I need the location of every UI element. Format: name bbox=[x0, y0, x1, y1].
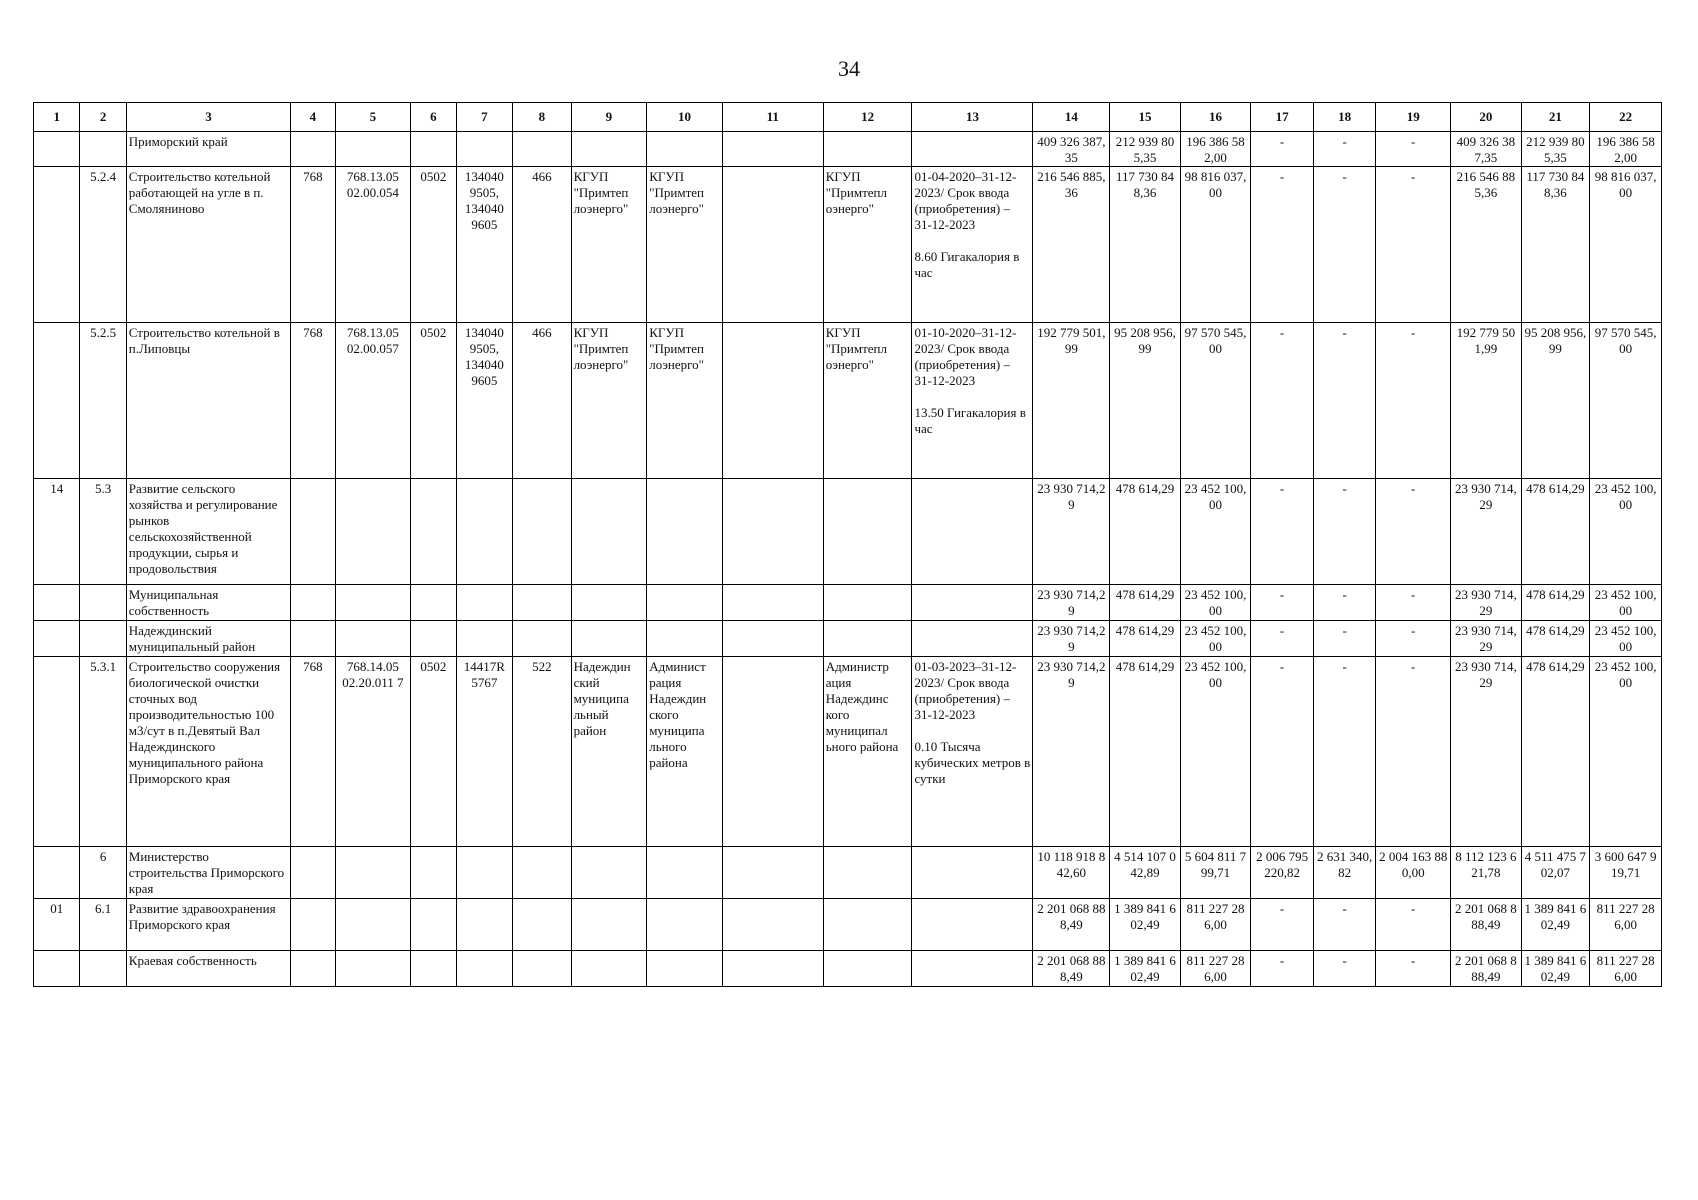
table-cell-col-18: - bbox=[1313, 951, 1376, 987]
table-cell-col-7 bbox=[456, 847, 512, 899]
table-cell-col-21: 95 208 956,99 bbox=[1521, 323, 1590, 479]
table-row bbox=[34, 585, 1662, 621]
table-cell-col-21: 478 614,29 bbox=[1521, 585, 1590, 621]
table-cell-col-13: 01-10-2020–31-12-2023/ Срок ввода (приобретения) – 31-12-2023 13.50 Гигакалория в час bbox=[912, 323, 1033, 479]
table-cell-col-22: 811 227 286,00 bbox=[1590, 899, 1662, 951]
table-cell-col-3: Строительство сооружения биологической очистки сточных вод производительностью 100 м3/сут в п.Девятый Вал Надеждинского муниципального района Приморского края bbox=[126, 657, 290, 847]
table-cell-col-9 bbox=[571, 585, 647, 621]
table-cell-col-3: Министерство строительства Приморского края bbox=[126, 847, 290, 899]
table-cell-col-11 bbox=[722, 847, 823, 899]
table-cell-col-15: 1 389 841 602,49 bbox=[1110, 951, 1181, 987]
table-cell-col-15: 4 514 107 042,89 bbox=[1110, 847, 1181, 899]
table-cell-col-20: 23 930 714,29 bbox=[1451, 585, 1522, 621]
table-cell-col-19: 2 004 163 880,00 bbox=[1376, 847, 1451, 899]
table-cell-col-22: 23 452 100,00 bbox=[1590, 657, 1662, 847]
table-row bbox=[34, 132, 1662, 167]
table-row bbox=[34, 621, 1662, 657]
table-cell-col-6 bbox=[411, 132, 456, 167]
table-cell-col-15: 478 614,29 bbox=[1110, 585, 1181, 621]
header-row bbox=[34, 103, 1662, 132]
table-cell-col-8: 522 bbox=[513, 657, 572, 847]
table-cell-col-19: - bbox=[1376, 479, 1451, 585]
table-cell-col-19: - bbox=[1376, 323, 1451, 479]
table-cell-col-7 bbox=[456, 132, 512, 167]
table-cell-col-5 bbox=[335, 585, 411, 621]
table-cell-col-9 bbox=[571, 132, 647, 167]
table-cell-col-5: 768.13.05 02.00.057 bbox=[335, 323, 411, 479]
table-cell-col-8 bbox=[513, 479, 572, 585]
table-cell-col-11 bbox=[722, 132, 823, 167]
table-cell-col-10 bbox=[647, 585, 723, 621]
table-cell-col-6 bbox=[411, 585, 456, 621]
table-cell-col-22: 97 570 545,00 bbox=[1590, 323, 1662, 479]
table-cell-col-15: 478 614,29 bbox=[1110, 479, 1181, 585]
table-cell-col-1 bbox=[34, 657, 80, 847]
table-cell-col-15: 478 614,29 bbox=[1110, 621, 1181, 657]
table-cell-col-19: - bbox=[1376, 167, 1451, 323]
table-cell-col-16: 23 452 100,00 bbox=[1180, 657, 1251, 847]
table-cell-col-8 bbox=[513, 951, 572, 987]
table-cell-col-11 bbox=[722, 951, 823, 987]
table-cell-col-22: 3 600 647 919,71 bbox=[1590, 847, 1662, 899]
table-cell-col-18: - bbox=[1313, 479, 1376, 585]
table-cell-col-5: 768.13.05 02.00.054 bbox=[335, 167, 411, 323]
table-cell-col-12 bbox=[823, 585, 912, 621]
table-cell-col-12 bbox=[823, 621, 912, 657]
table-cell-col-18: - bbox=[1313, 657, 1376, 847]
table-cell-col-15: 117 730 848,36 bbox=[1110, 167, 1181, 323]
table-cell-col-12: КГУП "Примтепл оэнерго" bbox=[823, 323, 912, 479]
table-cell-col-21: 117 730 848,36 bbox=[1521, 167, 1590, 323]
table-row bbox=[34, 951, 1662, 987]
column-header: 17 bbox=[1251, 103, 1314, 132]
table-cell-col-9: Надеждин ский муниципа льный район bbox=[571, 657, 647, 847]
table-cell-col-21: 478 614,29 bbox=[1521, 479, 1590, 585]
table-cell-col-8 bbox=[513, 132, 572, 167]
table-cell-col-16: 5 604 811 799,71 bbox=[1180, 847, 1251, 899]
column-header: 16 bbox=[1180, 103, 1251, 132]
table-cell-col-9 bbox=[571, 951, 647, 987]
table-cell-col-1: 14 bbox=[34, 479, 80, 585]
table-cell-col-17: - bbox=[1251, 323, 1314, 479]
table-cell-col-1 bbox=[34, 132, 80, 167]
table-cell-col-22: 23 452 100,00 bbox=[1590, 585, 1662, 621]
table-cell-col-9 bbox=[571, 899, 647, 951]
table-cell-col-10 bbox=[647, 951, 723, 987]
table-cell-col-17: - bbox=[1251, 899, 1314, 951]
table-cell-col-1 bbox=[34, 951, 80, 987]
table-cell-col-4 bbox=[291, 132, 335, 167]
table-cell-col-20: 192 779 501,99 bbox=[1451, 323, 1522, 479]
table-cell-col-6 bbox=[411, 621, 456, 657]
table-cell-col-12: КГУП "Примтепл оэнерго" bbox=[823, 167, 912, 323]
table-cell-col-8 bbox=[513, 847, 572, 899]
table-cell-col-4 bbox=[291, 899, 335, 951]
table-cell-col-3: Надеждинский муниципальный район bbox=[126, 621, 290, 657]
table-cell-col-10 bbox=[647, 132, 723, 167]
table-cell-col-4: 768 bbox=[291, 167, 335, 323]
table-cell-col-14: 409 326 387,35 bbox=[1033, 132, 1110, 167]
table-cell-col-20: 23 930 714,29 bbox=[1451, 657, 1522, 847]
table-cell-col-13 bbox=[912, 847, 1033, 899]
table-row bbox=[34, 847, 1662, 899]
table-cell-col-16: 196 386 582,00 bbox=[1180, 132, 1251, 167]
table-cell-col-16: 98 816 037,00 bbox=[1180, 167, 1251, 323]
table-cell-col-11 bbox=[722, 323, 823, 479]
table-cell-col-1 bbox=[34, 585, 80, 621]
table-cell-col-21: 1 389 841 602,49 bbox=[1521, 951, 1590, 987]
table-row bbox=[34, 479, 1662, 585]
table-cell-col-7: 134040 9505, 134040 9605 bbox=[456, 323, 512, 479]
table-body bbox=[34, 132, 1662, 987]
table-cell-col-13: 01-03-2023–31-12-2023/ Срок ввода (приобретения) – 31-12-2023 0.10 Тысяча кубических метров в сутки bbox=[912, 657, 1033, 847]
table-cell-col-12 bbox=[823, 847, 912, 899]
table-cell-col-17: - bbox=[1251, 479, 1314, 585]
table-cell-col-18: - bbox=[1313, 323, 1376, 479]
table-row bbox=[34, 323, 1662, 479]
table-cell-col-5 bbox=[335, 621, 411, 657]
column-header: 7 bbox=[456, 103, 512, 132]
table-cell-col-10: Админист рация Надеждин ского муниципа льного района bbox=[647, 657, 723, 847]
table-cell-col-5 bbox=[335, 847, 411, 899]
column-header: 9 bbox=[571, 103, 647, 132]
table-cell-col-21: 478 614,29 bbox=[1521, 621, 1590, 657]
table-cell-col-15: 212 939 805,35 bbox=[1110, 132, 1181, 167]
table-cell-col-7 bbox=[456, 951, 512, 987]
table-cell-col-6 bbox=[411, 479, 456, 585]
table-cell-col-19: - bbox=[1376, 621, 1451, 657]
table-cell-col-2: 6 bbox=[80, 847, 126, 899]
column-header: 5 bbox=[335, 103, 411, 132]
table-cell-col-13 bbox=[912, 132, 1033, 167]
table-cell-col-18: - bbox=[1313, 585, 1376, 621]
table-cell-col-2: 5.2.5 bbox=[80, 323, 126, 479]
table-cell-col-20: 409 326 387,35 bbox=[1451, 132, 1522, 167]
table-cell-col-6 bbox=[411, 899, 456, 951]
table-cell-col-18: 2 631 340,82 bbox=[1313, 847, 1376, 899]
table-cell-col-8 bbox=[513, 585, 572, 621]
table-cell-col-6 bbox=[411, 847, 456, 899]
table-cell-col-12 bbox=[823, 132, 912, 167]
column-header: 20 bbox=[1451, 103, 1522, 132]
column-header: 11 bbox=[722, 103, 823, 132]
table-cell-col-4 bbox=[291, 951, 335, 987]
table-cell-col-21: 1 389 841 602,49 bbox=[1521, 899, 1590, 951]
table-cell-col-4 bbox=[291, 479, 335, 585]
table-cell-col-10: КГУП "Примтеп лоэнерго" bbox=[647, 323, 723, 479]
table-cell-col-7: 134040 9505, 134040 9605 bbox=[456, 167, 512, 323]
table-cell-col-4 bbox=[291, 847, 335, 899]
table-cell-col-18: - bbox=[1313, 621, 1376, 657]
table-cell-col-16: 23 452 100,00 bbox=[1180, 621, 1251, 657]
table-cell-col-13 bbox=[912, 951, 1033, 987]
investment-table bbox=[33, 102, 1662, 987]
table-cell-col-8: 466 bbox=[513, 167, 572, 323]
table-cell-col-11 bbox=[722, 585, 823, 621]
table-cell-col-17: 2 006 795 220,82 bbox=[1251, 847, 1314, 899]
table-cell-col-3: Приморский край bbox=[126, 132, 290, 167]
table-cell-col-11 bbox=[722, 899, 823, 951]
table-cell-col-4 bbox=[291, 621, 335, 657]
table-cell-col-16: 23 452 100,00 bbox=[1180, 585, 1251, 621]
table-cell-col-11 bbox=[722, 657, 823, 847]
column-header: 14 bbox=[1033, 103, 1110, 132]
table-cell-col-2 bbox=[80, 585, 126, 621]
table-cell-col-17: - bbox=[1251, 585, 1314, 621]
table-cell-col-14: 2 201 068 888,49 bbox=[1033, 899, 1110, 951]
table-cell-col-21: 4 511 475 702,07 bbox=[1521, 847, 1590, 899]
table-cell-col-15: 95 208 956,99 bbox=[1110, 323, 1181, 479]
table-cell-col-6 bbox=[411, 951, 456, 987]
table-cell-col-4 bbox=[291, 585, 335, 621]
table-cell-col-9: КГУП "Примтеп лоэнерго" bbox=[571, 323, 647, 479]
table-cell-col-7: 14417R 5767 bbox=[456, 657, 512, 847]
table-cell-col-1 bbox=[34, 323, 80, 479]
table-cell-col-14: 192 779 501,99 bbox=[1033, 323, 1110, 479]
table-cell-col-14: 23 930 714,29 bbox=[1033, 621, 1110, 657]
table-row bbox=[34, 899, 1662, 951]
table-cell-col-8: 466 bbox=[513, 323, 572, 479]
table-cell-col-10 bbox=[647, 479, 723, 585]
table-cell-col-17: - bbox=[1251, 132, 1314, 167]
column-header: 18 bbox=[1313, 103, 1376, 132]
column-header: 13 bbox=[912, 103, 1033, 132]
table-cell-col-7 bbox=[456, 621, 512, 657]
table-cell-col-20: 2 201 068 888,49 bbox=[1451, 899, 1522, 951]
table-cell-col-1 bbox=[34, 847, 80, 899]
table-cell-col-18: - bbox=[1313, 132, 1376, 167]
column-header: 10 bbox=[647, 103, 723, 132]
table-cell-col-3: Муниципальная собственность bbox=[126, 585, 290, 621]
column-header: 12 bbox=[823, 103, 912, 132]
table-cell-col-22: 196 386 582,00 bbox=[1590, 132, 1662, 167]
table-cell-col-20: 216 546 885,36 bbox=[1451, 167, 1522, 323]
table-cell-col-12 bbox=[823, 479, 912, 585]
table-cell-col-16: 811 227 286,00 bbox=[1180, 951, 1251, 987]
table-cell-col-9 bbox=[571, 847, 647, 899]
table-cell-col-7 bbox=[456, 899, 512, 951]
table-cell-col-20: 23 930 714,29 bbox=[1451, 621, 1522, 657]
table-cell-col-19: - bbox=[1376, 585, 1451, 621]
table-cell-col-18: - bbox=[1313, 167, 1376, 323]
table-cell-col-2 bbox=[80, 132, 126, 167]
table-cell-col-9 bbox=[571, 621, 647, 657]
table-cell-col-12 bbox=[823, 951, 912, 987]
table-cell-col-13 bbox=[912, 621, 1033, 657]
table-cell-col-11 bbox=[722, 167, 823, 323]
table-row bbox=[34, 167, 1662, 323]
column-header: 4 bbox=[291, 103, 335, 132]
table-cell-col-3: Развитие здравоохранения Приморского края bbox=[126, 899, 290, 951]
table-cell-col-13 bbox=[912, 585, 1033, 621]
table-cell-col-13 bbox=[912, 899, 1033, 951]
table-cell-col-6: 0502 bbox=[411, 167, 456, 323]
table-cell-col-2: 5.2.4 bbox=[80, 167, 126, 323]
table-cell-col-2: 5.3.1 bbox=[80, 657, 126, 847]
table-cell-col-17: - bbox=[1251, 657, 1314, 847]
table-cell-col-14: 2 201 068 888,49 bbox=[1033, 951, 1110, 987]
table-cell-col-13: 01-04-2020–31-12-2023/ Срок ввода (приобретения) – 31-12-2023 8.60 Гигакалория в час bbox=[912, 167, 1033, 323]
table-cell-col-17: - bbox=[1251, 167, 1314, 323]
column-header: 3 bbox=[126, 103, 290, 132]
table-cell-col-14: 10 118 918 842,60 bbox=[1033, 847, 1110, 899]
table-cell-col-15: 478 614,29 bbox=[1110, 657, 1181, 847]
table-cell-col-18: - bbox=[1313, 899, 1376, 951]
table-cell-col-21: 212 939 805,35 bbox=[1521, 132, 1590, 167]
table-cell-col-22: 23 452 100,00 bbox=[1590, 479, 1662, 585]
table-cell-col-10 bbox=[647, 847, 723, 899]
table-cell-col-22: 811 227 286,00 bbox=[1590, 951, 1662, 987]
table-cell-col-3: Развитие сельского хозяйства и регулирование рынков сельскохозяйственной продукции, сырья и продовольствия bbox=[126, 479, 290, 585]
table-cell-col-19: - bbox=[1376, 951, 1451, 987]
table-cell-col-14: 23 930 714,29 bbox=[1033, 657, 1110, 847]
table-row bbox=[34, 657, 1662, 847]
table-cell-col-16: 811 227 286,00 bbox=[1180, 899, 1251, 951]
column-header: 21 bbox=[1521, 103, 1590, 132]
table-cell-col-12: Администр ация Надеждинс кого муниципал ьного района bbox=[823, 657, 912, 847]
column-header: 22 bbox=[1590, 103, 1662, 132]
table-cell-col-12 bbox=[823, 899, 912, 951]
table-cell-col-7 bbox=[456, 479, 512, 585]
table-cell-col-16: 23 452 100,00 bbox=[1180, 479, 1251, 585]
table-cell-col-3: Краевая собственность bbox=[126, 951, 290, 987]
table-cell-col-13 bbox=[912, 479, 1033, 585]
column-header: 19 bbox=[1376, 103, 1451, 132]
table-cell-col-5 bbox=[335, 479, 411, 585]
table-cell-col-14: 23 930 714,29 bbox=[1033, 585, 1110, 621]
column-header: 1 bbox=[34, 103, 80, 132]
table-cell-col-2: 6.1 bbox=[80, 899, 126, 951]
table-cell-col-1 bbox=[34, 621, 80, 657]
table-cell-col-4: 768 bbox=[291, 323, 335, 479]
table-cell-col-17: - bbox=[1251, 951, 1314, 987]
table-cell-col-6: 0502 bbox=[411, 657, 456, 847]
table-cell-col-19: - bbox=[1376, 657, 1451, 847]
page-number: 34 bbox=[838, 56, 860, 81]
table-cell-col-15: 1 389 841 602,49 bbox=[1110, 899, 1181, 951]
column-header: 8 bbox=[513, 103, 572, 132]
table-cell-col-2: 5.3 bbox=[80, 479, 126, 585]
table-cell-col-8 bbox=[513, 621, 572, 657]
table-cell-col-19: - bbox=[1376, 899, 1451, 951]
table-cell-col-5 bbox=[335, 899, 411, 951]
table-cell-col-4: 768 bbox=[291, 657, 335, 847]
table-cell-col-9: КГУП "Примтеп лоэнерго" bbox=[571, 167, 647, 323]
table-cell-col-11 bbox=[722, 621, 823, 657]
table-cell-col-6: 0502 bbox=[411, 323, 456, 479]
table-cell-col-20: 8 112 123 621,78 bbox=[1451, 847, 1522, 899]
table-cell-col-10 bbox=[647, 621, 723, 657]
table-cell-col-5 bbox=[335, 132, 411, 167]
table-cell-col-5 bbox=[335, 951, 411, 987]
table-cell-col-20: 23 930 714,29 bbox=[1451, 479, 1522, 585]
table-cell-col-21: 478 614,29 bbox=[1521, 657, 1590, 847]
table-cell-col-1: 01 bbox=[34, 899, 80, 951]
column-header: 6 bbox=[411, 103, 456, 132]
table-cell-col-2 bbox=[80, 621, 126, 657]
table-cell-col-17: - bbox=[1251, 621, 1314, 657]
table-cell-col-3: Строительство котельной работающей на угле в п. Смоляниново bbox=[126, 167, 290, 323]
column-header: 2 bbox=[80, 103, 126, 132]
table-cell-col-8 bbox=[513, 899, 572, 951]
table-cell-col-19: - bbox=[1376, 132, 1451, 167]
column-header: 15 bbox=[1110, 103, 1181, 132]
table-cell-col-22: 23 452 100,00 bbox=[1590, 621, 1662, 657]
table-cell-col-2 bbox=[80, 951, 126, 987]
table-cell-col-5: 768.14.05 02.20.011 7 bbox=[335, 657, 411, 847]
table-cell-col-14: 23 930 714,29 bbox=[1033, 479, 1110, 585]
table-cell-col-20: 2 201 068 888,49 bbox=[1451, 951, 1522, 987]
table-cell-col-3: Строительство котельной в п.Липовцы bbox=[126, 323, 290, 479]
table-cell-col-1 bbox=[34, 167, 80, 323]
table-cell-col-22: 98 816 037,00 bbox=[1590, 167, 1662, 323]
table-cell-col-11 bbox=[722, 479, 823, 585]
table-cell-col-16: 97 570 545,00 bbox=[1180, 323, 1251, 479]
table-cell-col-10 bbox=[647, 899, 723, 951]
table-cell-col-9 bbox=[571, 479, 647, 585]
table-cell-col-14: 216 546 885,36 bbox=[1033, 167, 1110, 323]
table-cell-col-10: КГУП "Примтеп лоэнерго" bbox=[647, 167, 723, 323]
table-cell-col-7 bbox=[456, 585, 512, 621]
